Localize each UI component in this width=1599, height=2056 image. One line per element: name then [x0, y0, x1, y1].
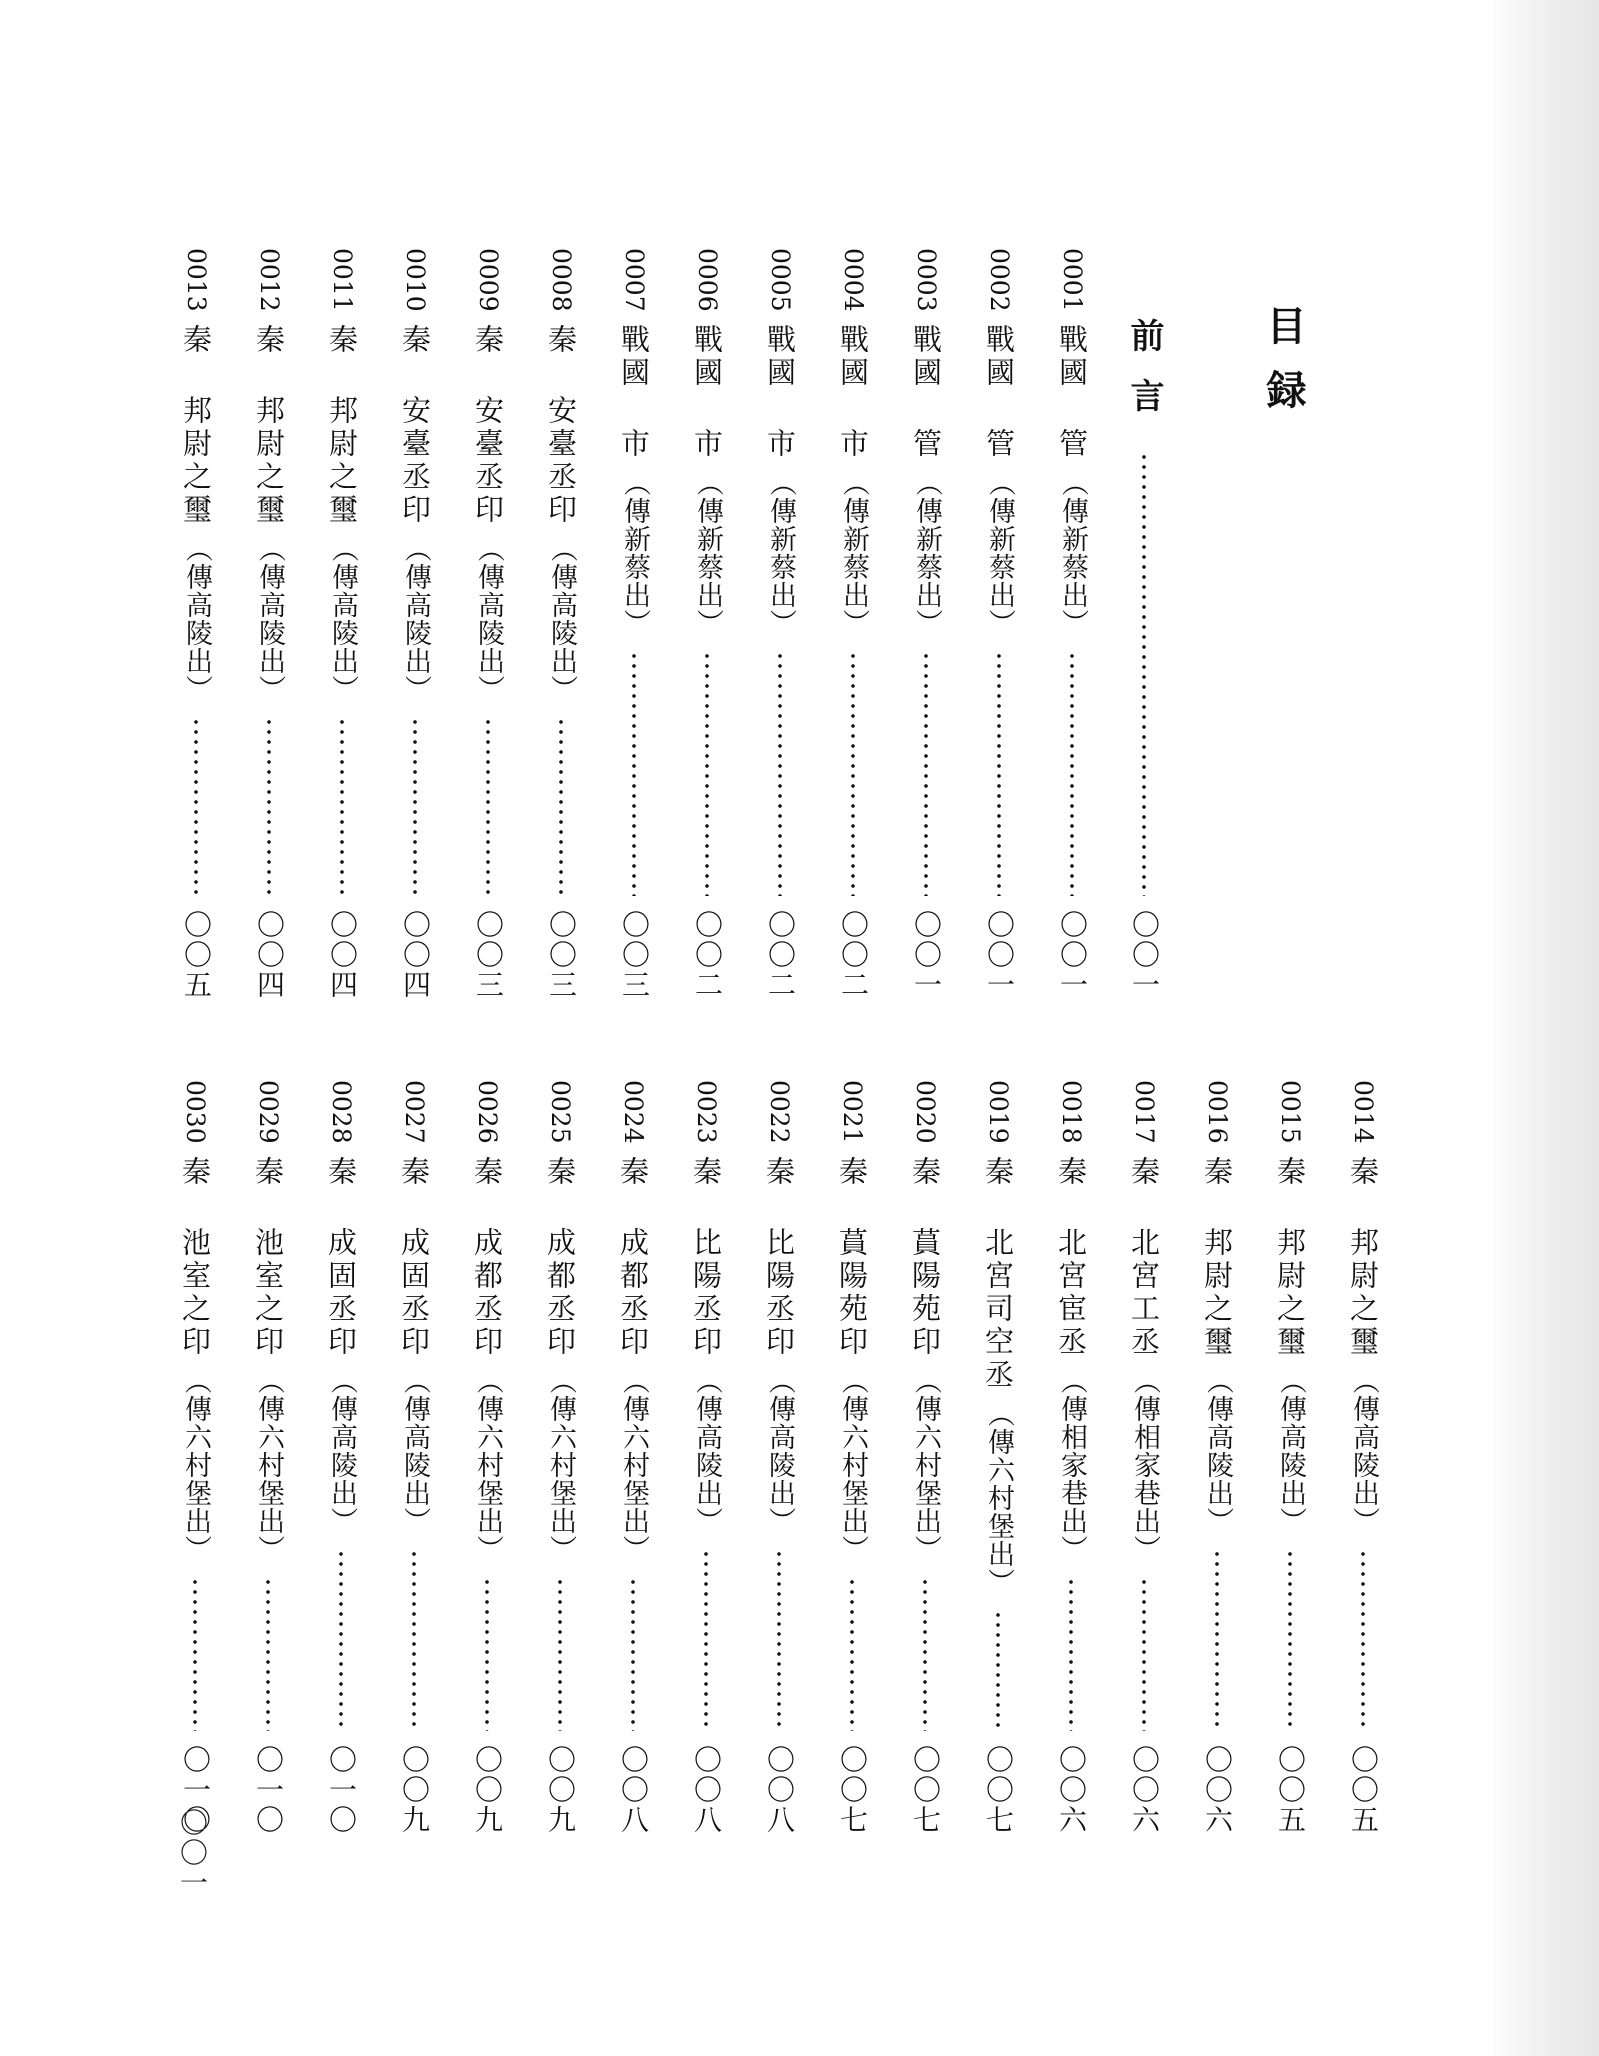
- entry-page: 〇一〇: [252, 1745, 285, 1835]
- entry-source: （傳高陵出）: [1275, 1366, 1306, 1535]
- entry-source: （傳高陵出）: [181, 534, 212, 703]
- entry-source: （傳六村堡出）: [983, 1399, 1014, 1596]
- toc-entry: [176, 248, 216, 1008]
- entry-page: 〇〇二: [764, 910, 797, 1000]
- entry-number: 0017: [1130, 1080, 1159, 1144]
- entry-number: 0003: [912, 248, 941, 312]
- entry-title: 戰國 管: [982, 323, 1016, 461]
- entry-source: （傳高陵出）: [399, 1366, 430, 1535]
- entry-number: 0018: [1057, 1080, 1086, 1144]
- entry-page: 〇一〇: [325, 1745, 358, 1835]
- toc-entry: [759, 1080, 799, 1860]
- entry-title: 秦 安臺丞印: [398, 323, 432, 527]
- entry-source: （傳新蔡出）: [619, 468, 650, 637]
- entry-page: 〇〇七: [982, 1745, 1015, 1835]
- dot-leader: [1343, 1549, 1383, 1731]
- dot-leader: [759, 1549, 799, 1731]
- entry-number: 0005: [766, 248, 795, 312]
- dot-leader: [613, 1577, 653, 1731]
- entry-title: 前言: [1124, 318, 1164, 438]
- dot-leader: [833, 651, 873, 896]
- entry-title: 秦 比陽丞印: [762, 1155, 796, 1359]
- dot-leader: [467, 1577, 507, 1731]
- toc-entry: [614, 248, 654, 1008]
- entry-number: 0022: [765, 1080, 794, 1144]
- toc-entry: [686, 1080, 726, 1860]
- entry-title: 秦 池室之印: [178, 1155, 212, 1359]
- entry-number: 0027: [400, 1080, 429, 1144]
- entry-number: 0001: [1058, 248, 1087, 312]
- dot-leader: [979, 651, 1019, 896]
- entry-title: 戰國 市: [690, 323, 724, 461]
- toc-entry: [394, 1080, 434, 1860]
- entry-source: （傳高陵出）: [546, 534, 577, 703]
- entry-title: 戰國 市: [763, 323, 797, 461]
- dot-leader: [1124, 1577, 1164, 1731]
- entry-title: 秦 邦尉之璽: [252, 323, 286, 527]
- dot-leader: [1197, 1549, 1237, 1731]
- dot-leader: [1051, 1577, 1091, 1731]
- entry-page: 〇〇九: [471, 1745, 504, 1835]
- entry-number: 0023: [692, 1080, 721, 1144]
- entry-source: （傳六村堡出）: [545, 1366, 576, 1563]
- entry-source: （傳相家巷出）: [1056, 1366, 1087, 1563]
- toc-entry: [395, 248, 435, 1008]
- dot-leader: [248, 1577, 288, 1731]
- toc-entry: [1270, 1080, 1310, 1860]
- entry-source: （傳新蔡出）: [984, 468, 1015, 637]
- dot-leader: [249, 717, 289, 896]
- dot-leader: [978, 1610, 1018, 1731]
- toc-entry: [1051, 1080, 1091, 1860]
- entry-source: （傳六村堡出）: [180, 1366, 211, 1563]
- entry-source: （傳六村堡出）: [253, 1366, 284, 1563]
- entry-number: 0014: [1349, 1080, 1378, 1144]
- entry-page: 〇〇一: [1128, 910, 1161, 1000]
- entry-source: （傳六村堡出）: [618, 1366, 649, 1563]
- entry-number: 0015: [1276, 1080, 1305, 1144]
- entry-title: 戰國 市: [617, 323, 651, 461]
- entry-number: 0024: [619, 1080, 648, 1144]
- entry-number: 0029: [254, 1080, 283, 1144]
- entry-title: 戰國 管: [1055, 323, 1089, 461]
- entry-page: 〇〇八: [690, 1745, 723, 1835]
- entry-title: 秦 北宮司空丞: [981, 1155, 1015, 1392]
- entry-source: （傳新蔡出）: [838, 468, 869, 637]
- toc-entry: [687, 248, 727, 1008]
- entry-source: （傳六村堡出）: [837, 1366, 868, 1563]
- toc-entry: [468, 248, 508, 1008]
- dot-leader: [760, 651, 800, 896]
- entry-page: 〇〇二: [691, 910, 724, 1000]
- entry-page: 〇〇六: [1201, 1745, 1234, 1835]
- entry-number: 0026: [473, 1080, 502, 1144]
- entry-source: （傳高陵出）: [1202, 1366, 1233, 1535]
- entry-source: （傳高陵出）: [473, 534, 504, 703]
- entry-page: 〇一〇: [179, 1745, 212, 1835]
- dot-leader: [687, 651, 727, 896]
- entry-title: 秦 北宮工丞: [1127, 1155, 1161, 1359]
- entry-page: 〇〇一: [983, 910, 1016, 1000]
- toc-entry: [248, 1080, 288, 1860]
- dot-leader: [468, 717, 508, 896]
- entry-number: 0006: [693, 248, 722, 312]
- entry-number: 0008: [547, 248, 576, 312]
- entry-page: 〇〇九: [544, 1745, 577, 1835]
- entry-page: 〇〇三: [472, 910, 505, 1000]
- dot-leader: [175, 1577, 215, 1731]
- entry-source: （傳高陵出）: [400, 534, 431, 703]
- entry-number: 0030: [181, 1080, 210, 1144]
- dot-leader: [395, 717, 435, 896]
- entry-source: （傳六村堡出）: [472, 1366, 503, 1563]
- entry-title: 秦 邦尉之璽: [1346, 1155, 1380, 1359]
- entry-title: 秦 成固丞印: [324, 1155, 358, 1359]
- entry-number: 0009: [474, 248, 503, 312]
- entry-page: 〇〇二: [837, 910, 870, 1000]
- entry-page: 〇〇五: [1274, 1745, 1307, 1835]
- entry-page: 〇〇四: [399, 910, 432, 1000]
- entry-source: （傳新蔡出）: [1057, 468, 1088, 637]
- entry-title: 秦 邦尉之璽: [1200, 1155, 1234, 1359]
- entry-number: 0012: [255, 248, 284, 312]
- toc-entry: [321, 1080, 361, 1860]
- dot-leader: [540, 1577, 580, 1731]
- entry-source: （傳高陵出）: [326, 1366, 357, 1535]
- entry-title: 秦 蒷陽苑印: [835, 1155, 869, 1359]
- entry-title: 戰國 管: [909, 323, 943, 461]
- entry-title: 秦 成都丞印: [543, 1155, 577, 1359]
- toc-entry: [833, 248, 873, 1008]
- dot-leader: [321, 1549, 361, 1731]
- entry-source: （傳高陵出）: [691, 1366, 722, 1535]
- dot-leader: [614, 651, 654, 896]
- dot-leader: [905, 1577, 945, 1731]
- dot-leader: [1270, 1549, 1310, 1731]
- entry-title: 秦 成都丞印: [470, 1155, 504, 1359]
- dot-leader: [541, 717, 581, 896]
- entry-title: 秦 成都丞印: [616, 1155, 650, 1359]
- entry-source: （傳高陵出）: [254, 534, 285, 703]
- entry-number: 0016: [1203, 1080, 1232, 1144]
- entry-number: 0010: [401, 248, 430, 312]
- toc-entry: [1197, 1080, 1237, 1860]
- dot-leader: [686, 1549, 726, 1731]
- entry-number: 0013: [182, 248, 211, 312]
- dot-leader: [832, 1577, 872, 1731]
- dot-leader: [322, 717, 362, 896]
- entry-page: 〇〇八: [763, 1745, 796, 1835]
- toc-entry: [467, 1080, 507, 1860]
- entry-number: 0019: [984, 1080, 1013, 1144]
- toc-entry: [979, 248, 1019, 1008]
- dot-leader: [906, 651, 946, 896]
- entry-page: 〇〇一: [910, 910, 943, 1000]
- entry-source: （傳高陵出）: [327, 534, 358, 703]
- entry-page: 〇〇五: [1347, 1745, 1380, 1835]
- entry-page: 〇〇一: [1056, 910, 1089, 1000]
- toc-entry: [613, 1080, 653, 1860]
- entry-source: （傳高陵出）: [1348, 1366, 1379, 1535]
- toc-entry: [249, 248, 289, 1008]
- entry-source: （傳新蔡出）: [911, 468, 942, 637]
- entry-title: 秦 比陽丞印: [689, 1155, 723, 1359]
- entry-page: 〇〇三: [545, 910, 578, 1000]
- entry-title: 秦 邦尉之璽: [179, 323, 213, 527]
- entry-title: 秦 邦尉之璽: [325, 323, 359, 527]
- entry-source: （傳高陵出）: [764, 1366, 795, 1535]
- entry-number: 0011: [328, 248, 357, 312]
- entry-page: 〇〇九: [398, 1745, 431, 1835]
- toc-entry: [760, 248, 800, 1008]
- toc-heading: 目録: [1260, 305, 1307, 433]
- entry-page: 〇〇四: [253, 910, 286, 1000]
- entry-page: 〇〇八: [617, 1745, 650, 1835]
- toc-entry: [1052, 248, 1092, 1008]
- page-folio: 〇〇一: [176, 1808, 209, 1898]
- entry-number: 0025: [546, 1080, 575, 1144]
- toc-entry: [1124, 1080, 1164, 1860]
- toc-entry: [175, 1080, 215, 1860]
- entry-title: 秦 安臺丞印: [544, 323, 578, 527]
- dot-leader: [176, 717, 216, 896]
- entry-source: （傳新蔡出）: [765, 468, 796, 637]
- entry-page: 〇〇七: [836, 1745, 869, 1835]
- entry-page: 〇〇六: [1128, 1745, 1161, 1835]
- toc-preface: [1124, 318, 1164, 1018]
- toc-entry: [541, 248, 581, 1008]
- entry-title: 秦 北宮宦丞: [1054, 1155, 1088, 1359]
- entry-number: 0007: [620, 248, 649, 312]
- toc-entry: [832, 1080, 872, 1860]
- toc-entry: [906, 248, 946, 1008]
- entry-page: 〇〇五: [180, 910, 213, 1000]
- toc-entry: [322, 248, 362, 1008]
- entry-number: 0020: [911, 1080, 940, 1144]
- entry-page: 〇〇七: [909, 1745, 942, 1835]
- entry-page: 〇〇四: [326, 910, 359, 1000]
- toc-entry: [905, 1080, 945, 1860]
- entry-title: 秦 蒷陽苑印: [908, 1155, 942, 1359]
- entry-page: 〇〇三: [618, 910, 651, 1000]
- entry-number: 0021: [838, 1080, 867, 1144]
- entry-page: 〇〇六: [1055, 1745, 1088, 1835]
- dot-leader: [394, 1549, 434, 1731]
- toc-entry: [978, 1080, 1018, 1860]
- entry-title: 秦 成固丞印: [397, 1155, 431, 1359]
- entry-title: 秦 池室之印: [251, 1155, 285, 1359]
- entry-number: 0028: [327, 1080, 356, 1144]
- toc-entry: [540, 1080, 580, 1860]
- entry-title: 戰國 市: [836, 323, 870, 461]
- entry-number: 0002: [985, 248, 1014, 312]
- entry-title: 秦 安臺丞印: [471, 323, 505, 527]
- entry-source: （傳相家巷出）: [1129, 1366, 1160, 1563]
- entry-source: （傳新蔡出）: [692, 468, 723, 637]
- toc-entry: [1343, 1080, 1383, 1860]
- dot-leader: [1124, 452, 1164, 896]
- entry-title: 秦 邦尉之璽: [1273, 1155, 1307, 1359]
- dot-leader: [1052, 651, 1092, 896]
- entry-number: 0004: [839, 248, 868, 312]
- entry-source: （傳六村堡出）: [910, 1366, 941, 1563]
